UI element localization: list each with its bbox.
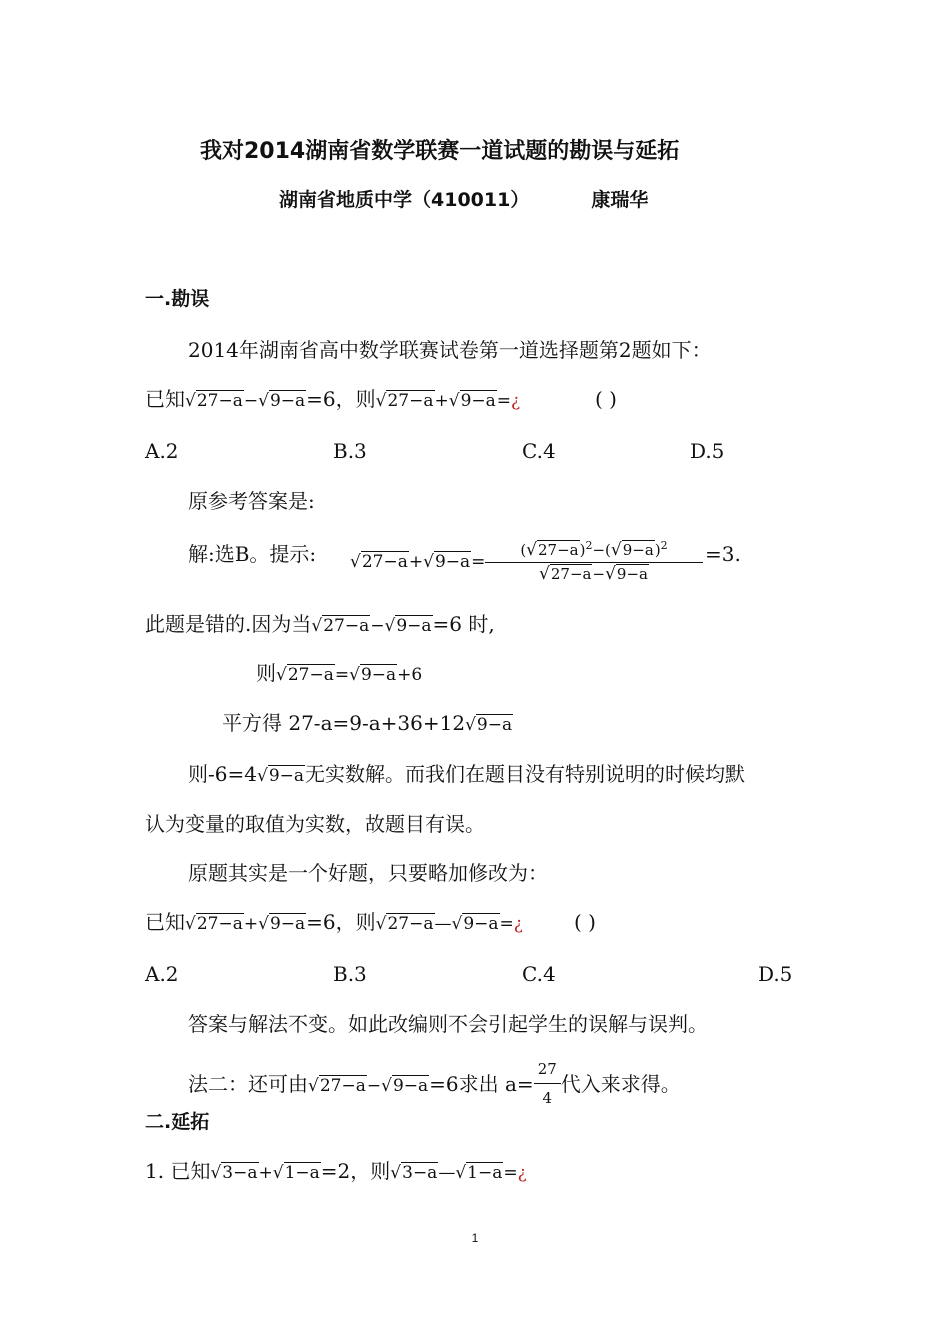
good-problem-text: 原题其实是一个好题，只要略加修改为：	[188, 861, 548, 885]
option-d-2: D.5	[758, 962, 793, 986]
modified-answer-paren: ( )	[574, 910, 596, 934]
square-equation: 平方得 27-a=9-a+36+12√9−a	[222, 711, 513, 735]
fraction-denominator: √27−a−√9−a	[539, 564, 648, 584]
modified-problem: 已知√27−a+√9−a=6，则√27−a—√9−a=¿	[145, 910, 523, 934]
section-heading-extension: 二.延拓	[145, 1111, 210, 1133]
option-b-2: B.3	[333, 962, 367, 986]
problem-prefix: 已知	[145, 387, 185, 411]
intro-paragraph: 2014年湖南省高中数学联赛试卷第一道选择题第2题如下：	[188, 338, 712, 362]
unchanged-text: 答案与解法不变。如此改编则不会引起学生的误解与误判。	[188, 1012, 708, 1036]
answer-paren: ( )	[595, 387, 617, 411]
option-b: B.3	[333, 439, 367, 463]
school-name: 湖南省地质中学（410011）	[279, 189, 530, 211]
option-c: C.4	[522, 439, 556, 463]
solution-result: =3.	[705, 542, 741, 566]
option-a: A.2	[145, 439, 179, 463]
unknown-mark: ¿	[511, 391, 521, 411]
original-answer-label: 原参考答案是:	[188, 489, 315, 513]
no-real-solution: 则-6=4√9−a无实数解。而我们在题目没有特别说明的时候均默	[188, 762, 746, 786]
fraction-numerator: $(√27-a)^2-(√9-a)^2$	[485, 534, 703, 563]
section-heading-errata: 一.勘误	[145, 288, 210, 310]
problem-expression: √27−a−√9−a	[185, 391, 306, 411]
author-name: 康瑞华	[591, 189, 649, 211]
problem-statement: 已知√27−a−√9−a=6，则√27−a+√9−a=¿	[145, 387, 521, 411]
solution-line: 解:选B。提示:	[188, 542, 317, 566]
then-equation: 则√27−a=√9−a+6	[256, 661, 423, 685]
solution-expression: √27−a+√9−a=	[350, 552, 486, 572]
method-two: 法二：还可由√27−a−√9−a=6求出 a= $\frac{27}{4}$ 代入来求得。	[188, 1057, 681, 1114]
fraction-27-4: $\frac{27}{4}$	[534, 1055, 561, 1112]
extension-item-1: 1. 已知√3−a+√1−a=2，则√3−a—√1−a=¿	[145, 1159, 527, 1183]
page-title: 我对2014湖南省数学联赛一道试题的勘误与延拓	[200, 139, 680, 164]
unknown-mark: ¿	[513, 914, 523, 934]
option-d: D.5	[690, 439, 725, 463]
subtitle	[279, 186, 648, 214]
unknown-mark: ¿	[517, 1163, 527, 1183]
option-c-2: C.4	[522, 962, 556, 986]
option-a-2: A.2	[145, 962, 179, 986]
no-real-solution-cont: 认为变量的取值为实数，故题目有误。	[145, 812, 485, 836]
error-statement: 此题是错的.因为当√27−a−√9−a=6 时,	[145, 612, 495, 636]
page-number: 1	[471, 1231, 479, 1245]
